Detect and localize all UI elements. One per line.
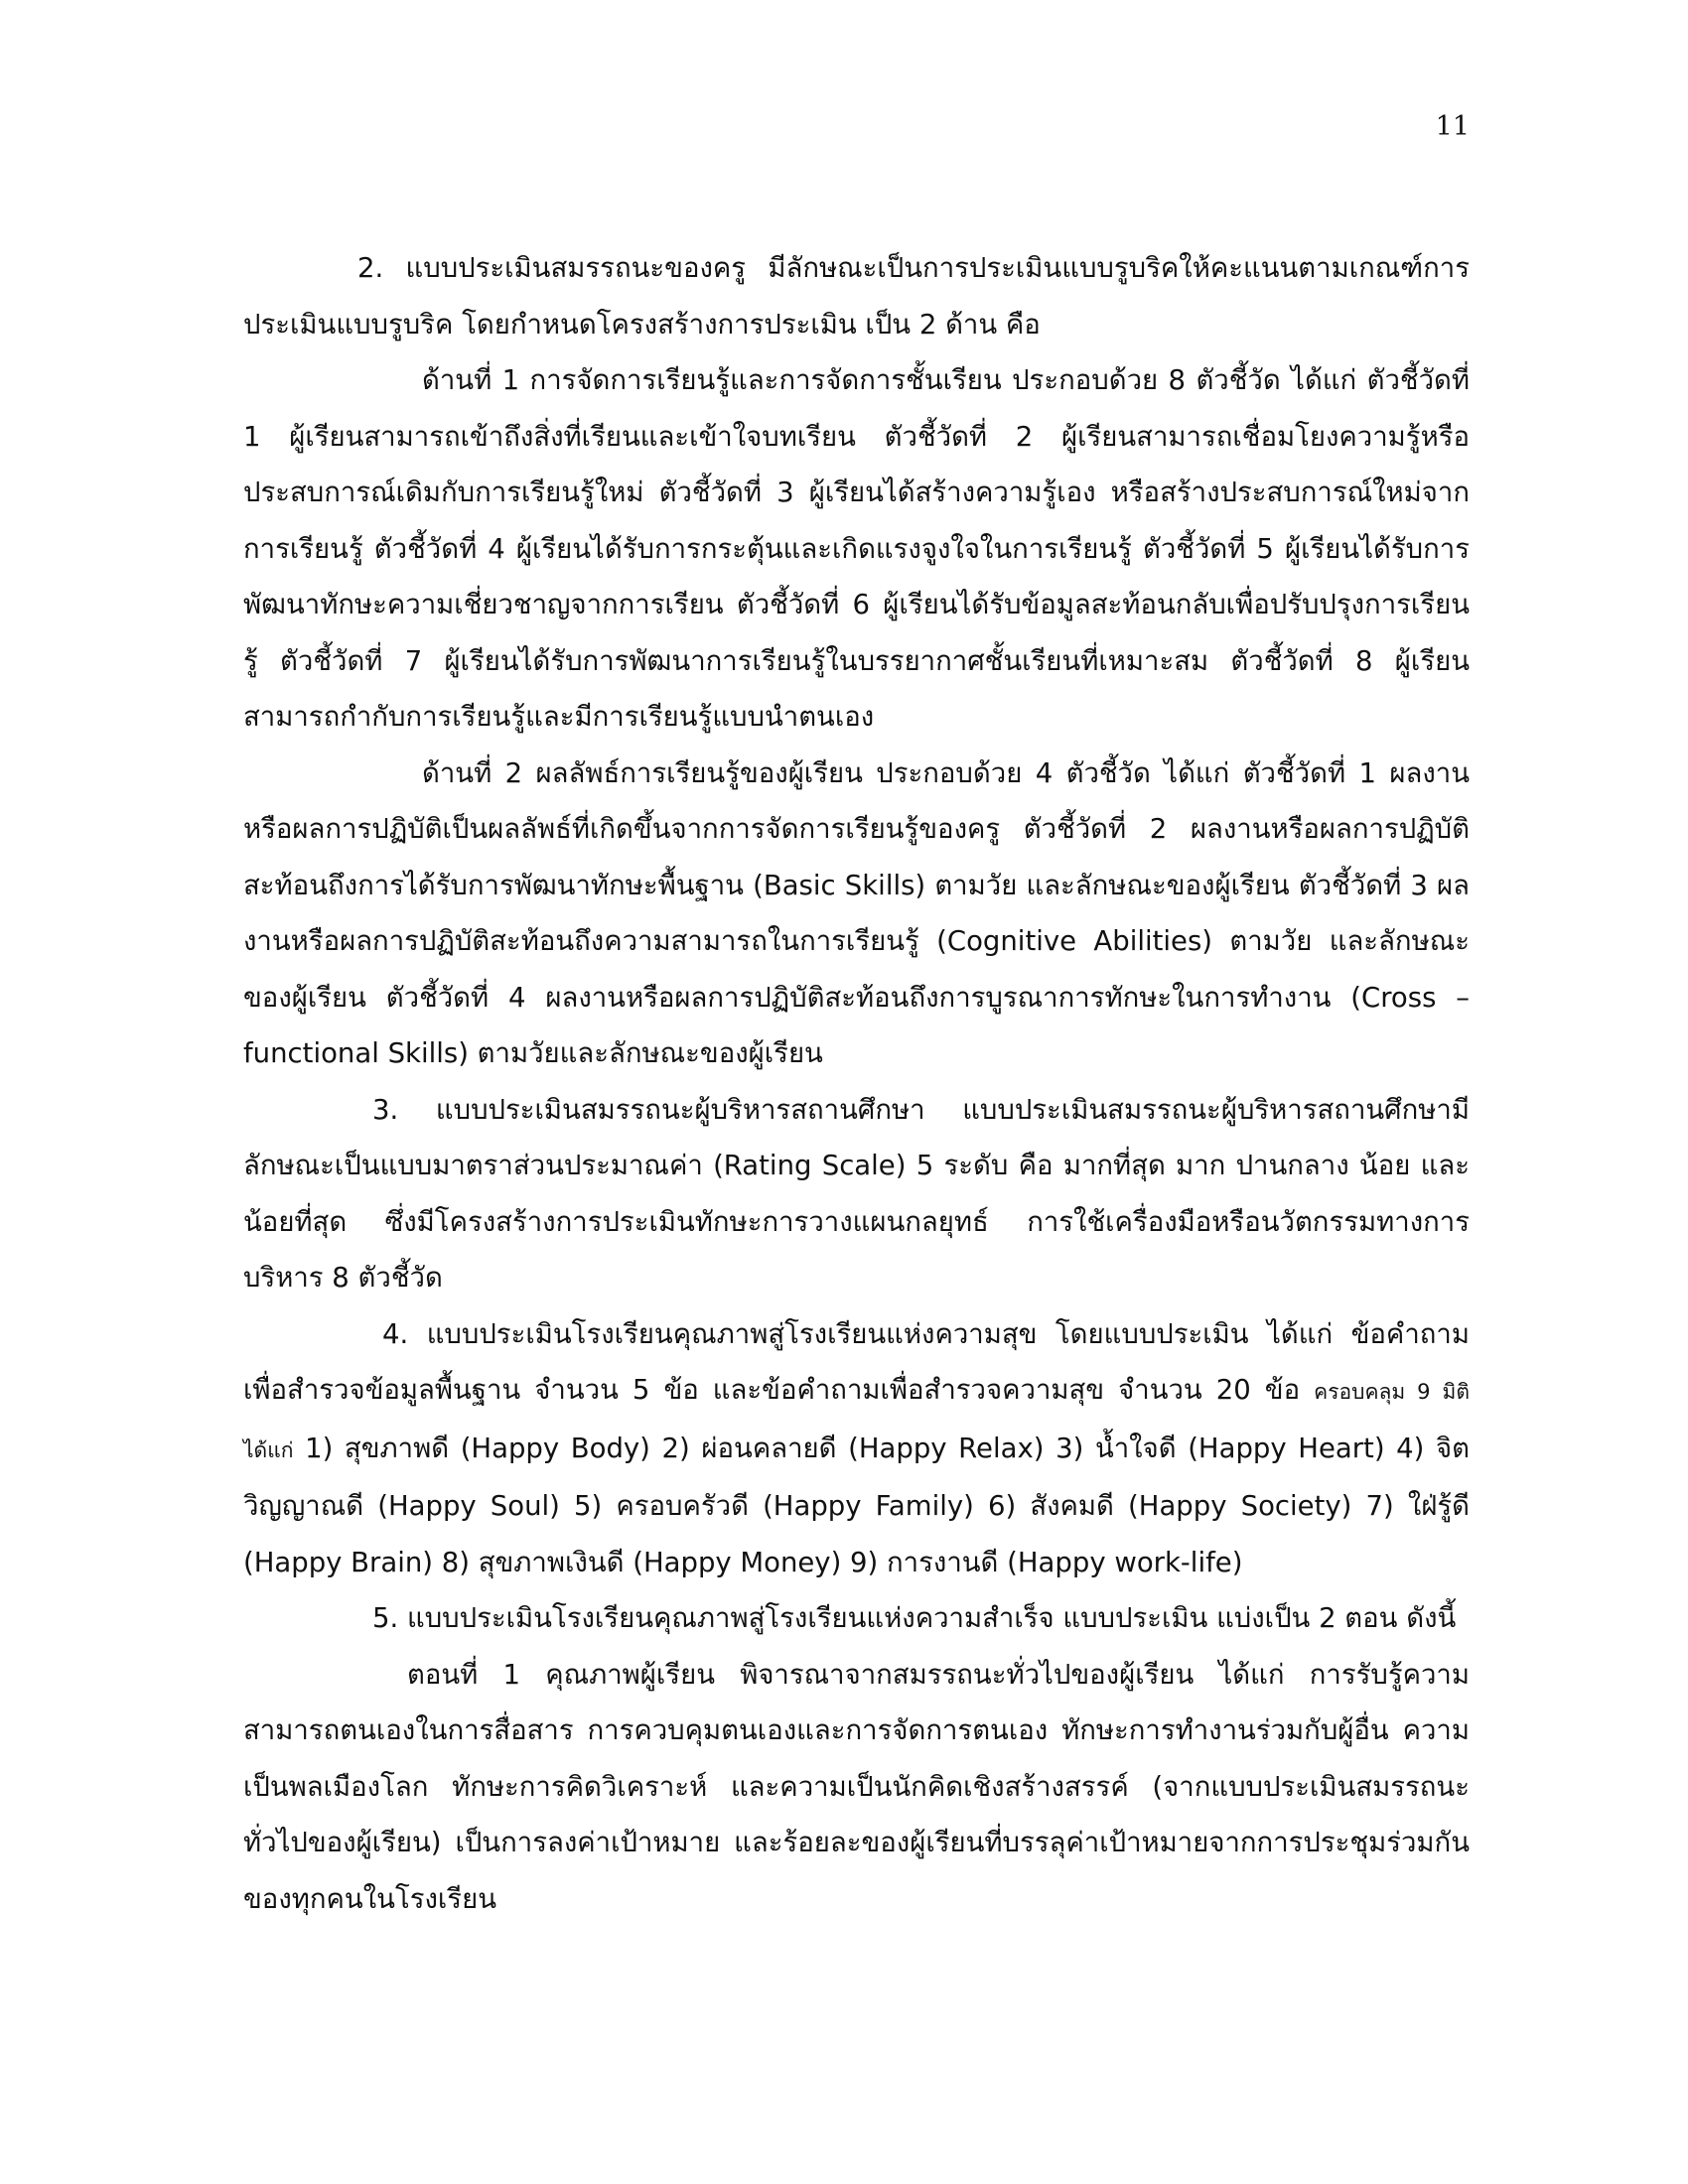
- paragraph-administrator-competency: 3. แบบประเมินสมรรถนะผู้บริหารสถานศึกษา แบบประเมินสมรรถนะผู้บริหารสถานศึกษามีลักษณะเป็นแบบมาตราส่วนประมาณค่า (Rating Scale) 5 ระดับ คือ มากที่สุด มาก ปานกลาง น้อย และน้อยที่สุด ซึ่งมีโครงสร้างการประเมินทักษะการวางแผนกลยุทธ์ การใช้เครื่องมือหรือนวัตกรรมทางการบริหาร 8 ตัวชี้วัด: [243, 1093, 1470, 1294]
- paragraph-part-1: ตอนที่ 1 คุณภาพผู้เรียน พิจารณาจากสมรรถนะทั่วไปของผู้เรียน ได้แก่ การรับรู้ความสามารถตนเองในการสื่อสาร การควบคุมตนเองและการจัดการตนเอง ทักษะการทำงานร่วมกับผู้อื่น ความเป็นพลเมืองโลก ทักษะการคิดวิเคราะห์ และความเป็นนักคิดเชิงสร้างสรรค์ (จากแบบประเมินสมรรถนะทั่วไปของผู้เรียน) เป็นการลงค่าเป้าหมาย และร้อยละของผู้เรียนที่บรรลุค่าเป้าหมายจากการประชุมร่วมกันของทุกคนในโรงเรียน: [243, 1658, 1470, 1915]
- paragraph-success-school: 5. แบบประเมินโรงเรียนคุณภาพสู่โรงเรียนแห่งความสำเร็จ แบบประเมิน แบ่งเป็น 2 ตอน ดังนี้: [372, 1602, 1457, 1634]
- paragraph-happy-school: [243, 1306, 1470, 1591]
- happy-school-text-b: ครอบคลุม 9 มิติ ได้แก่: [243, 1380, 1470, 1462]
- paragraph-aspect-2: ด้านที่ 2 ผลลัพธ์การเรียนรู้ของผู้เรียน ประกอบด้วย 4 ตัวชี้วัด ได้แก่ ตัวชี้วัดที่ 1 ผลงานหรือผลการปฏิบัติเป็นผลลัพธ์ที่เกิดขึ้นจากการจัดการเรียนรู้ของครู ตัวชี้วัดที่ 2 ผลงานหรือผลการปฏิบัติสะท้อนถึงการได้รับการพัฒนาทักษะพื้นฐาน (Basic Skills) ตามวัย และลักษณะของผู้เรียน ตัวชี้วัดที่ 3 ผลงานหรือผลการปฏิบัติสะท้อนถึงความสามารถในการเรียนรู้ (Cognitive Abilities) ตามวัย และลักษณะของผู้เรียน ตัวชี้วัดที่ 4 ผลงานหรือผลการปฏิบัติสะท้อนถึงการบูรณาการทักษะในการทำงาน (Cross – functional Skills) ตามวัยและลักษณะของผู้เรียน: [243, 756, 1470, 1069]
- happy-school-text-c: 1) สุขภาพดี (Happy Body) 2) ผ่อนคลายดี (Happy Relax) 3) น้ำใจดี (Happy Heart) 4) จิตวิญญาณดี (Happy Soul) 5) ครอบครัวดี (Happy Family) 6) สังคมดี (Happy Society) 7) ใฝ่รู้ดี (Happy Brain) 8) สุขภาพเงินดี (Happy Money) 9) การงานดี (Happy work-life): [243, 1432, 1470, 1578]
- paragraph-teacher-competency: 2. แบบประเมินสมรรถนะของครู มีลักษณะเป็นการประเมินแบบรูบริคให้คะแนนตามเกณฑ์การประเมินแบบรูบริค โดยกำหนดโครงสร้างการประเมิน เป็น 2 ด้าน คือ: [243, 252, 1470, 341]
- happy-school-text-a: 4. แบบประเมินโรงเรียนคุณภาพสู่โรงเรียนแห่งความสุข โดยแบบประเมิน ได้แก่ ข้อคำถามเพื่อสำรวจข้อมูลพื้นฐาน จำนวน 5 ข้อ และข้อคำถามเพื่อสำรวจความสุข จำนวน 20 ข้อ: [243, 1317, 1470, 1406]
- paragraph-aspect-1: ด้านที่ 1 การจัดการเรียนรู้และการจัดการชั้นเรียน ประกอบด้วย 8 ตัวชี้วัด ได้แก่ ตัวชี้วัดที่ 1 ผู้เรียนสามารถเข้าถึงสิ่งที่เรียนและเข้าใจบทเรียน ตัวชี้วัดที่ 2 ผู้เรียนสามารถเชื่อมโยงความรู้หรือประสบการณ์เดิมกับการเรียนรู้ใหม่ ตัวชี้วัดที่ 3 ผู้เรียนได้สร้างความรู้เอง หรือสร้างประสบการณ์ใหม่จากการเรียนรู้ ตัวชี้วัดที่ 4 ผู้เรียนได้รับการกระตุ้นและเกิดแรงจูงใจในการเรียนรู้ ตัวชี้วัดที่ 5 ผู้เรียนได้รับการพัฒนาทักษะความเชี่ยวชาญจากการเรียน ตัวชี้วัดที่ 6 ผู้เรียนได้รับข้อมูลสะท้อนกลับเพื่อปรับปรุงการเรียนรู้ ตัวชี้วัดที่ 7 ผู้เรียนได้รับการพัฒนาการเรียนรู้ในบรรยากาศชั้นเรียนที่เหมาะสม ตัวชี้วัดที่ 8 ผู้เรียนสามารถกำกับการเรียนรู้และมีการเรียนรู้แบบนำตนเอง: [243, 364, 1470, 733]
- document-body: [243, 240, 1470, 1927]
- page-number: 11: [1435, 111, 1470, 142]
